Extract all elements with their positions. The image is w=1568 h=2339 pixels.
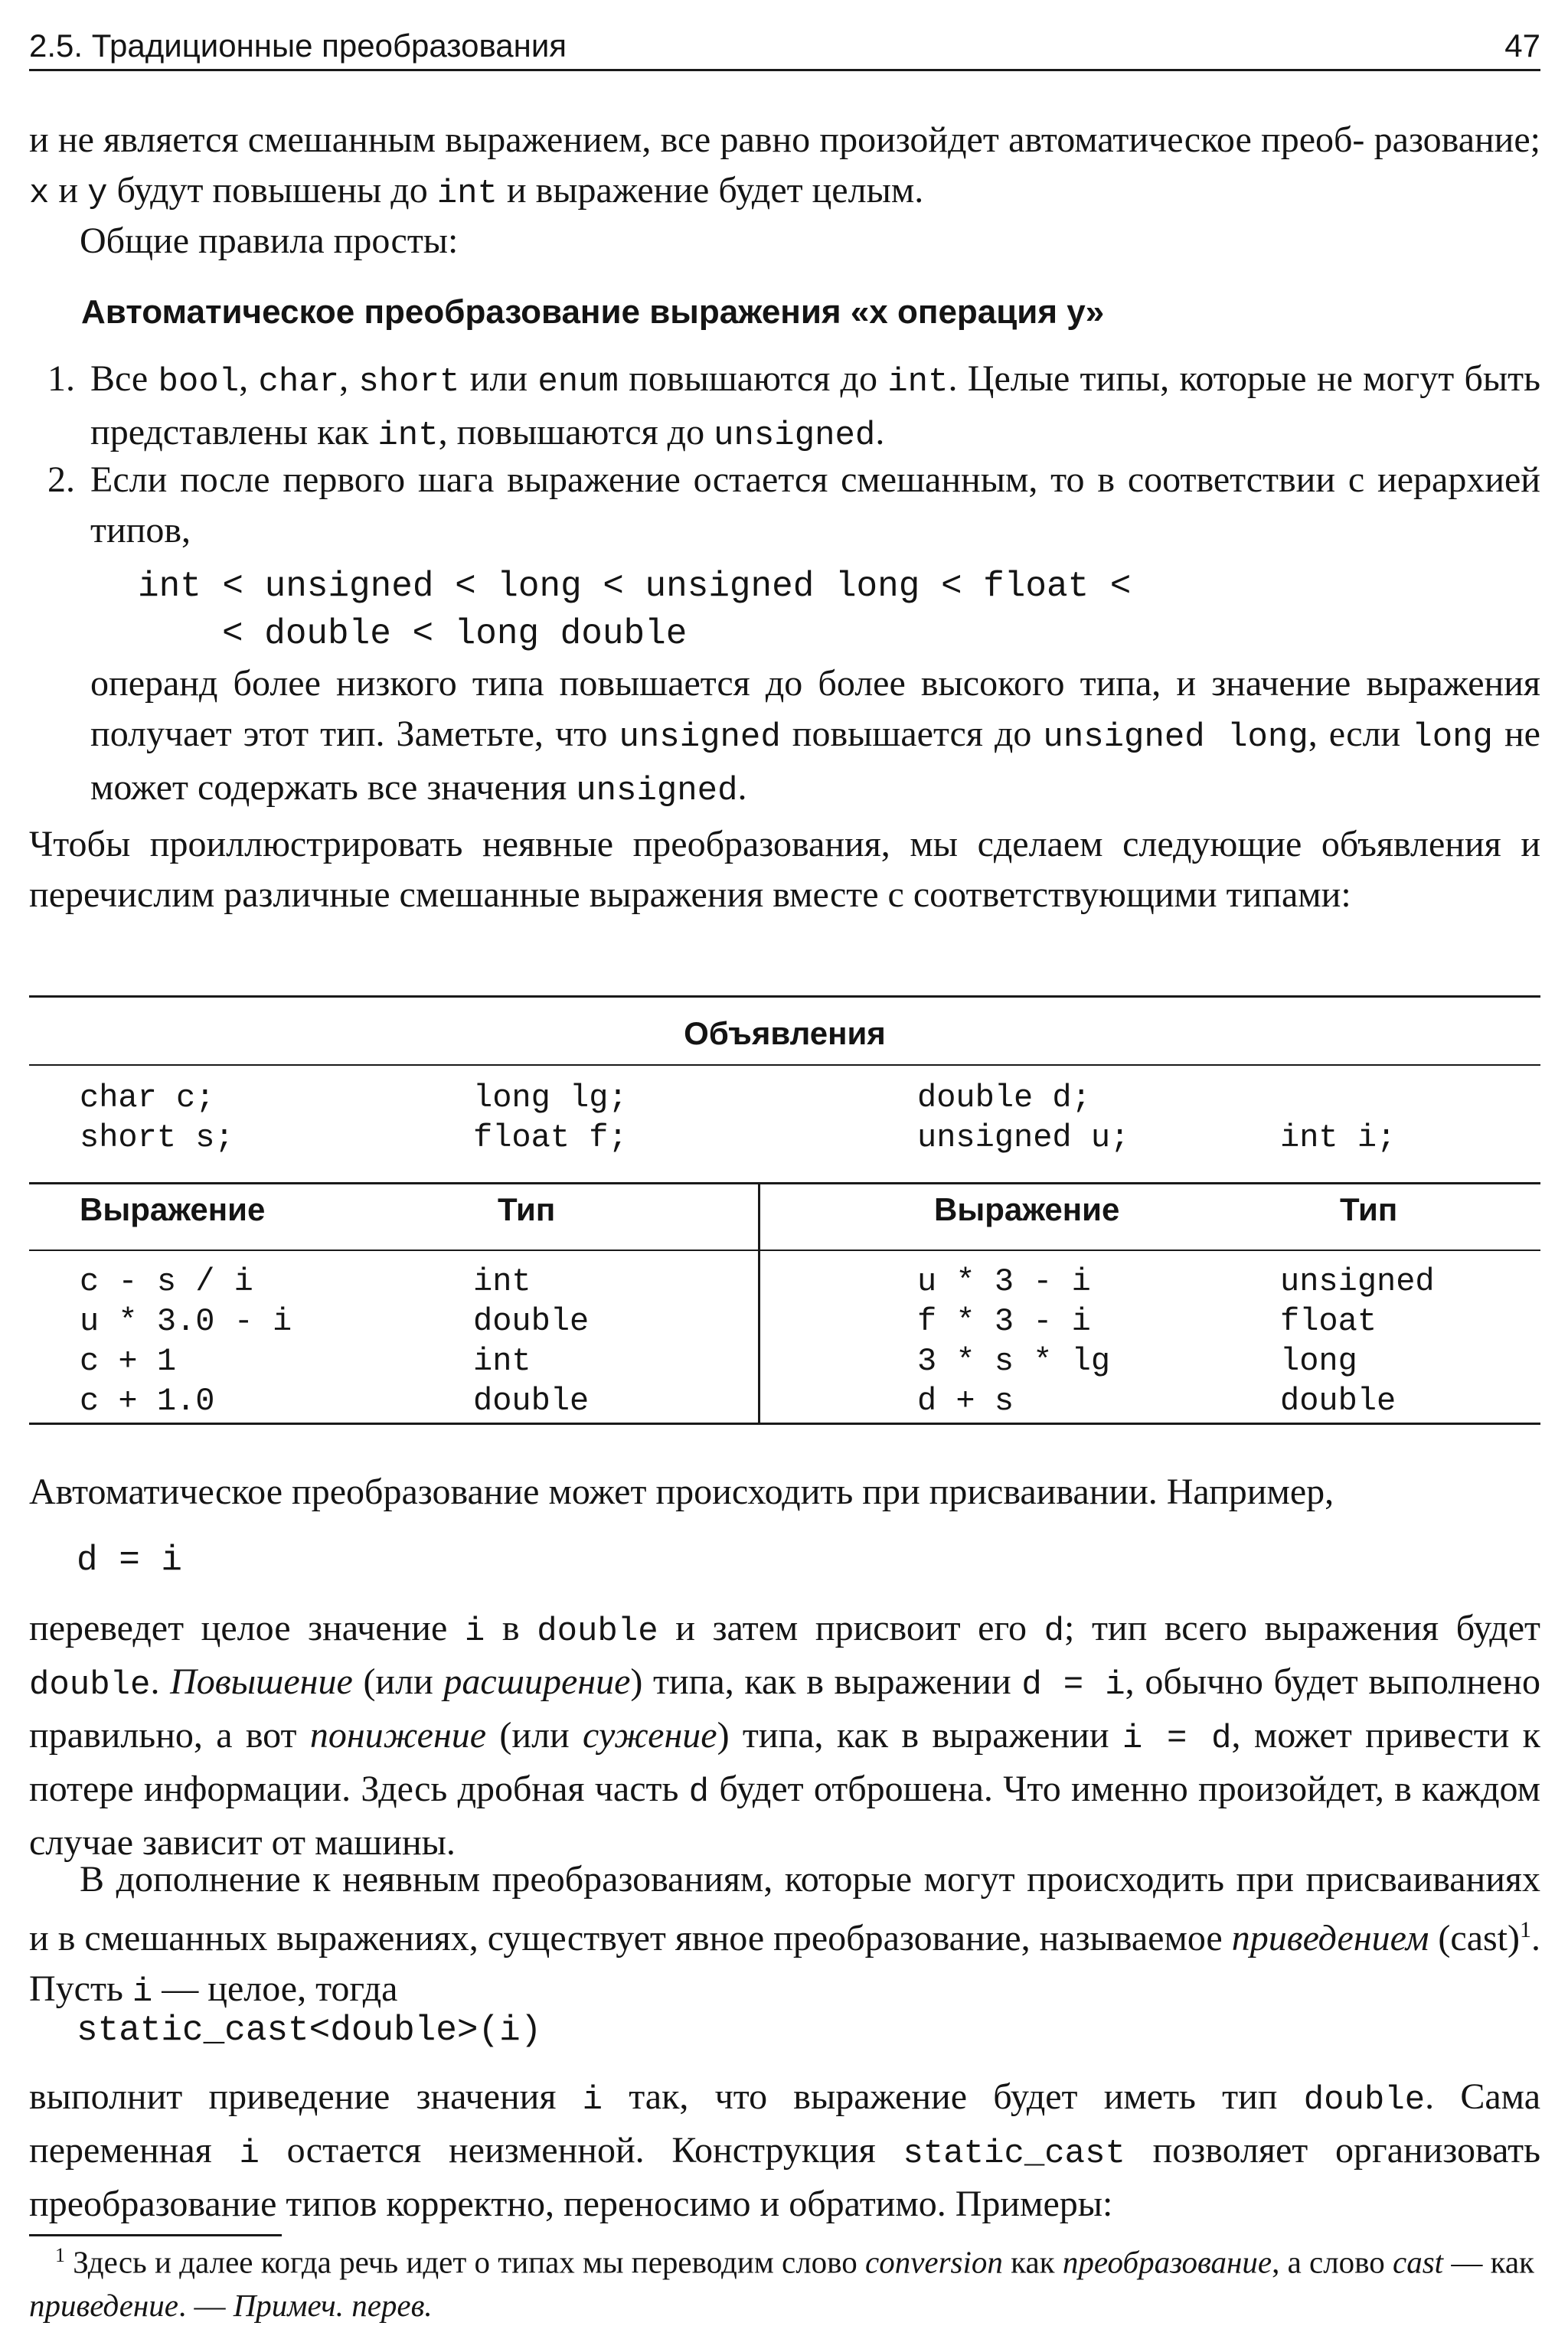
page-number: 47 [1504, 28, 1540, 64]
column-header: Тип [498, 1191, 556, 1227]
declaration: float f; [473, 1119, 628, 1156]
rule-heading: Автоматическое преобразование выражения «x операция y» [81, 293, 1105, 331]
assignment-paragraph: переведет целое значение i в double и затем присвоит его d; тип всего выражения будет double. Повышение (или расширение) типа, как в выражении d = i, обычно будет выполнено правильно, а вот понижение (или сужение) типа, как в выражении i = d, может привести к потере информации. Здесь дробная часть d будет отброшена. Что именно произойдет, в каждом случае зависит от машины. [29, 1608, 1541, 1863]
running-header [29, 21, 1540, 71]
expression-cell: f * 3 - i [917, 1303, 1091, 1340]
type-cell: double [1280, 1383, 1396, 1419]
expression-cell: u * 3 - i [917, 1263, 1091, 1300]
expression-cell: 3 * s * lg [917, 1343, 1111, 1380]
list-item: 1. Все bool, char, short или enum повышаются до int. Целые типы, которые не могут быть представлены как int, повышаются до unsigned. [47, 358, 1541, 455]
assignment-code: d = i [77, 1540, 183, 1580]
illustration-paragraph: Чтобы проиллюстрировать неявные преобразования, мы сделаем следующие объявления и перечислим различные смешанные выражения вместе с соответствующими типами: [29, 824, 1540, 915]
expression-cell: d + s [917, 1383, 1014, 1419]
declaration: double d; [917, 1080, 1091, 1116]
static-cast-code: static_cast<double>(i) [77, 2011, 542, 2050]
declarations-table [29, 995, 1540, 1424]
type-cell: int [473, 1343, 531, 1380]
intro-paragraph: и не является смешанным выражением, все равно произойдет автоматическое преоб- разование; x и y будут повышены до int и выражение будет целым. [29, 119, 1541, 213]
declaration: unsigned u; [917, 1119, 1130, 1156]
declaration: char c; [80, 1080, 215, 1116]
footnote: $^1$ Здесь и далее когда речь идет о типах мы переводим слово conversion как преобразование, а слово cast — как приведение. — Примеч. перев. [29, 2244, 1534, 2323]
cast-explanation: выполнит приведение значения i так, что выражение будет иметь тип double. Сама переменная i остается неизменной. Конструкция static_cast позволяет организовать преобразование типов корректно, переносимо и обратимо. Примеры: [29, 2076, 1541, 2224]
expression-cell: c + 1 [80, 1343, 177, 1380]
list-item: 2. Если после первого шага выражение остается смешанным, то в соответствии с иерархией типов, [47, 459, 1540, 550]
general-rules-line: Общие правила просты: [80, 221, 459, 261]
declaration: short s; [80, 1119, 234, 1156]
type-cell: double [473, 1383, 590, 1419]
type-cell: long [1280, 1343, 1357, 1380]
declaration: long lg; [473, 1080, 628, 1116]
declaration: int i; [1280, 1119, 1396, 1156]
expression-cell: u * 3.0 - i [80, 1303, 292, 1340]
type-hierarchy-line-2: < double < long double [222, 614, 688, 654]
section-title: 2.5. Традиционные преобразования [29, 28, 567, 64]
assignment-intro: Автоматическое преобразование может происходить при присваивании. Например, [29, 1472, 1334, 1512]
column-header: Тип [1340, 1191, 1398, 1227]
type-cell: float [1280, 1303, 1377, 1340]
column-header: Выражение [934, 1191, 1120, 1227]
table-caption: Объявления [684, 1015, 886, 1051]
expression-cell: c + 1.0 [80, 1383, 215, 1419]
cast-paragraph: В дополнение к неявным преобразованиям, которые могут происходить при присваиваниях и в смешанных выражениях, существует явное преобразование, называемое приведением (cast)$^1$. Пусть i — целое, тогда [29, 1859, 1541, 2011]
type-cell: unsigned [1280, 1263, 1435, 1300]
type-cell: int [473, 1263, 531, 1300]
type-hierarchy-line-1: int < unsigned < long < unsigned long < float < [138, 567, 1132, 606]
type-cell: double [473, 1303, 590, 1340]
hierarchy-explanation: операнд более низкого типа повышается до более высокого типа, и значение выражения получает этот тип. Заметьте, что unsigned повышается до unsigned long, если long не может содержать все значения unsigned. [90, 663, 1540, 810]
column-header: Выражение [80, 1191, 266, 1227]
expression-cell: c - s / i [80, 1263, 253, 1300]
